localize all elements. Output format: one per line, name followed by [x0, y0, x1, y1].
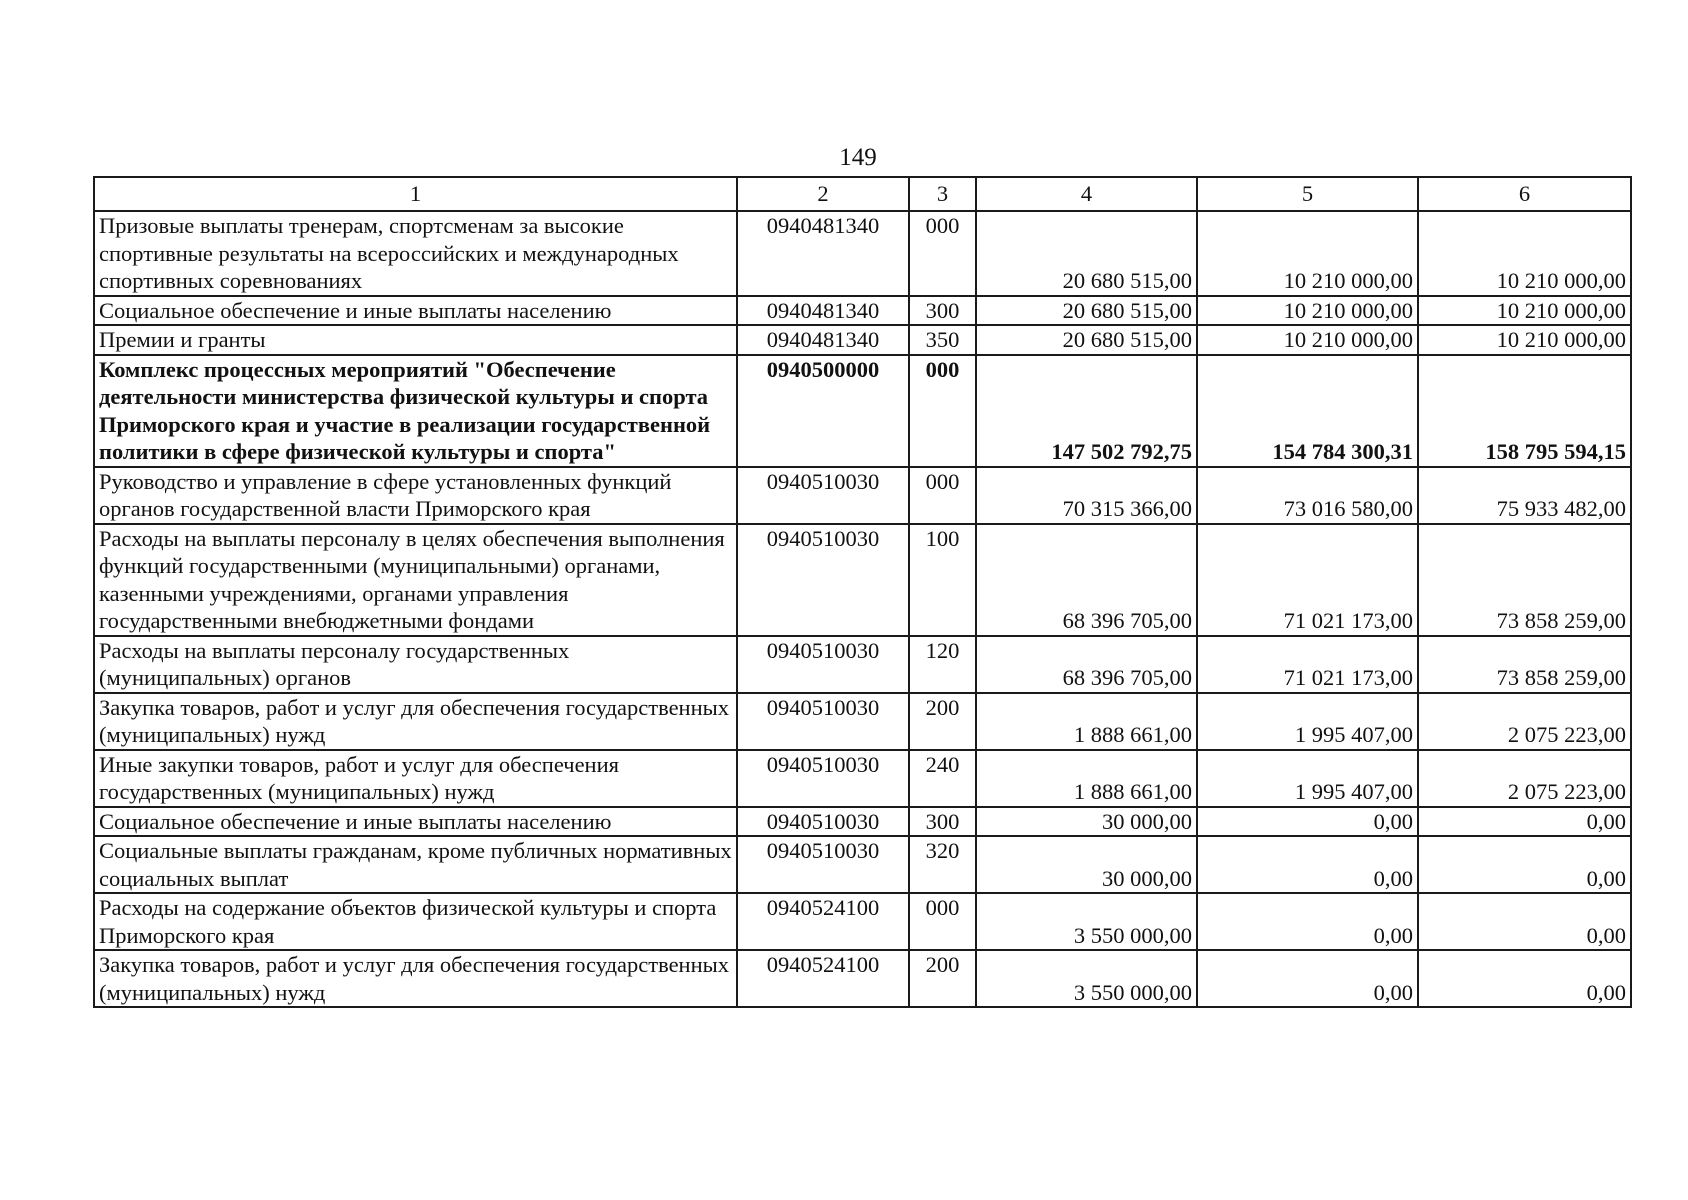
row-type-cell: 000 [909, 211, 976, 296]
table-row [94, 750, 1631, 807]
table-row [94, 836, 1631, 893]
row-type-cell: 320 [909, 836, 976, 893]
table-row [94, 296, 1631, 326]
row-type-cell: 000 [909, 355, 976, 467]
row-amount-year2-cell: 71 021 173,00 [1197, 524, 1418, 636]
row-name-cell: Расходы на содержание объектов физической культуры и спорта Приморского края [94, 893, 737, 950]
row-amount-year2-cell: 0,00 [1197, 807, 1418, 837]
row-code-cell: 0940481340 [737, 211, 909, 296]
page-number: 149 [839, 144, 877, 171]
row-amount-year2-cell: 73 016 580,00 [1197, 467, 1418, 524]
row-name-cell: Комплекс процессных мероприятий "Обеспечение деятельности министерства физической культуры и спорта Приморского края и участие в реализации государственной политики в сфере физической культуры и спорта" [94, 355, 737, 467]
row-amount-year1-cell: 70 315 366,00 [976, 467, 1197, 524]
row-type-cell: 120 [909, 636, 976, 693]
row-name-cell: Расходы на выплаты персоналу государственных (муниципальных) органов [94, 636, 737, 693]
row-code-cell: 0940510030 [737, 693, 909, 750]
table-row [94, 355, 1631, 467]
row-amount-year3-cell: 73 858 259,00 [1418, 524, 1631, 636]
table-row [94, 325, 1631, 355]
row-amount-year1-cell: 68 396 705,00 [976, 524, 1197, 636]
row-code-cell: 0940510030 [737, 524, 909, 636]
row-code-cell: 0940500000 [737, 355, 909, 467]
row-amount-year1-cell: 68 396 705,00 [976, 636, 1197, 693]
table-row [94, 950, 1631, 1007]
row-code-cell: 0940524100 [737, 893, 909, 950]
row-amount-year3-cell: 158 795 594,15 [1418, 355, 1631, 467]
row-amount-year2-cell: 0,00 [1197, 950, 1418, 1007]
row-amount-year3-cell: 0,00 [1418, 836, 1631, 893]
row-type-cell: 100 [909, 524, 976, 636]
row-type-cell: 350 [909, 325, 976, 355]
row-code-cell: 0940510030 [737, 750, 909, 807]
row-amount-year1-cell: 20 680 515,00 [976, 211, 1197, 296]
row-code-cell: 0940524100 [737, 950, 909, 1007]
budget-table [93, 176, 1632, 1008]
row-type-cell: 300 [909, 807, 976, 837]
row-amount-year3-cell: 2 075 223,00 [1418, 750, 1631, 807]
header-cell: 4 [976, 177, 1197, 211]
header-cell: 1 [94, 177, 737, 211]
row-code-cell: 0940510030 [737, 807, 909, 837]
table-row [94, 693, 1631, 750]
row-amount-year1-cell: 3 550 000,00 [976, 893, 1197, 950]
row-amount-year2-cell: 1 995 407,00 [1197, 750, 1418, 807]
row-amount-year3-cell: 0,00 [1418, 950, 1631, 1007]
row-amount-year3-cell: 10 210 000,00 [1418, 325, 1631, 355]
row-name-cell: Социальные выплаты гражданам, кроме публичных нормативных социальных выплат [94, 836, 737, 893]
row-name-cell: Социальное обеспечение и иные выплаты населению [94, 296, 737, 326]
row-name-cell: Закупка товаров, работ и услуг для обеспечения государственных (муниципальных) нужд [94, 950, 737, 1007]
row-type-cell: 200 [909, 693, 976, 750]
table-row [94, 467, 1631, 524]
row-amount-year1-cell: 20 680 515,00 [976, 296, 1197, 326]
row-amount-year2-cell: 10 210 000,00 [1197, 296, 1418, 326]
row-name-cell: Расходы на выплаты персоналу в целях обеспечения выполнения функций государственными (муниципальными) органами, казенными учреждениями, органами управления государственными внебюджетными фондами [94, 524, 737, 636]
row-name-cell: Призовые выплаты тренерам, спортсменам за высокие спортивные результаты на всероссийских и международных спортивных соревнованиях [94, 211, 737, 296]
row-amount-year3-cell: 10 210 000,00 [1418, 296, 1631, 326]
row-name-cell: Руководство и управление в сфере установленных функций органов государственной власти Приморского края [94, 467, 737, 524]
row-amount-year1-cell: 3 550 000,00 [976, 950, 1197, 1007]
row-code-cell: 0940510030 [737, 836, 909, 893]
row-amount-year2-cell: 71 021 173,00 [1197, 636, 1418, 693]
row-amount-year3-cell: 75 933 482,00 [1418, 467, 1631, 524]
row-amount-year2-cell: 1 995 407,00 [1197, 693, 1418, 750]
row-amount-year2-cell: 0,00 [1197, 893, 1418, 950]
row-amount-year1-cell: 1 888 661,00 [976, 693, 1197, 750]
table-row [94, 807, 1631, 837]
row-type-cell: 300 [909, 296, 976, 326]
row-amount-year1-cell: 1 888 661,00 [976, 750, 1197, 807]
row-name-cell: Иные закупки товаров, работ и услуг для обеспечения государственных (муниципальных) нужд [94, 750, 737, 807]
row-code-cell: 0940510030 [737, 636, 909, 693]
table-row [94, 211, 1631, 296]
row-amount-year3-cell: 0,00 [1418, 807, 1631, 837]
row-amount-year2-cell: 0,00 [1197, 836, 1418, 893]
header-cell: 2 [737, 177, 909, 211]
table-row [94, 636, 1631, 693]
header-cell: 3 [909, 177, 976, 211]
row-amount-year3-cell: 2 075 223,00 [1418, 693, 1631, 750]
row-amount-year1-cell: 30 000,00 [976, 836, 1197, 893]
row-type-cell: 200 [909, 950, 976, 1007]
row-name-cell: Закупка товаров, работ и услуг для обеспечения государственных (муниципальных) нужд [94, 693, 737, 750]
row-amount-year1-cell: 20 680 515,00 [976, 325, 1197, 355]
row-code-cell: 0940481340 [737, 296, 909, 326]
row-code-cell: 0940510030 [737, 467, 909, 524]
row-amount-year1-cell: 30 000,00 [976, 807, 1197, 837]
row-amount-year3-cell: 73 858 259,00 [1418, 636, 1631, 693]
row-amount-year1-cell: 147 502 792,75 [976, 355, 1197, 467]
row-type-cell: 240 [909, 750, 976, 807]
row-type-cell: 000 [909, 893, 976, 950]
row-name-cell: Премии и гранты [94, 325, 737, 355]
row-amount-year2-cell: 10 210 000,00 [1197, 325, 1418, 355]
row-amount-year3-cell: 10 210 000,00 [1418, 211, 1631, 296]
header-cell: 6 [1418, 177, 1631, 211]
table-row [94, 524, 1631, 636]
table-header-row [94, 177, 1631, 211]
header-cell: 5 [1197, 177, 1418, 211]
row-name-cell: Социальное обеспечение и иные выплаты населению [94, 807, 737, 837]
row-code-cell: 0940481340 [737, 325, 909, 355]
table-body [94, 177, 1631, 1007]
table-row [94, 893, 1631, 950]
row-amount-year3-cell: 0,00 [1418, 893, 1631, 950]
row-amount-year2-cell: 10 210 000,00 [1197, 211, 1418, 296]
row-type-cell: 000 [909, 467, 976, 524]
row-amount-year2-cell: 154 784 300,31 [1197, 355, 1418, 467]
